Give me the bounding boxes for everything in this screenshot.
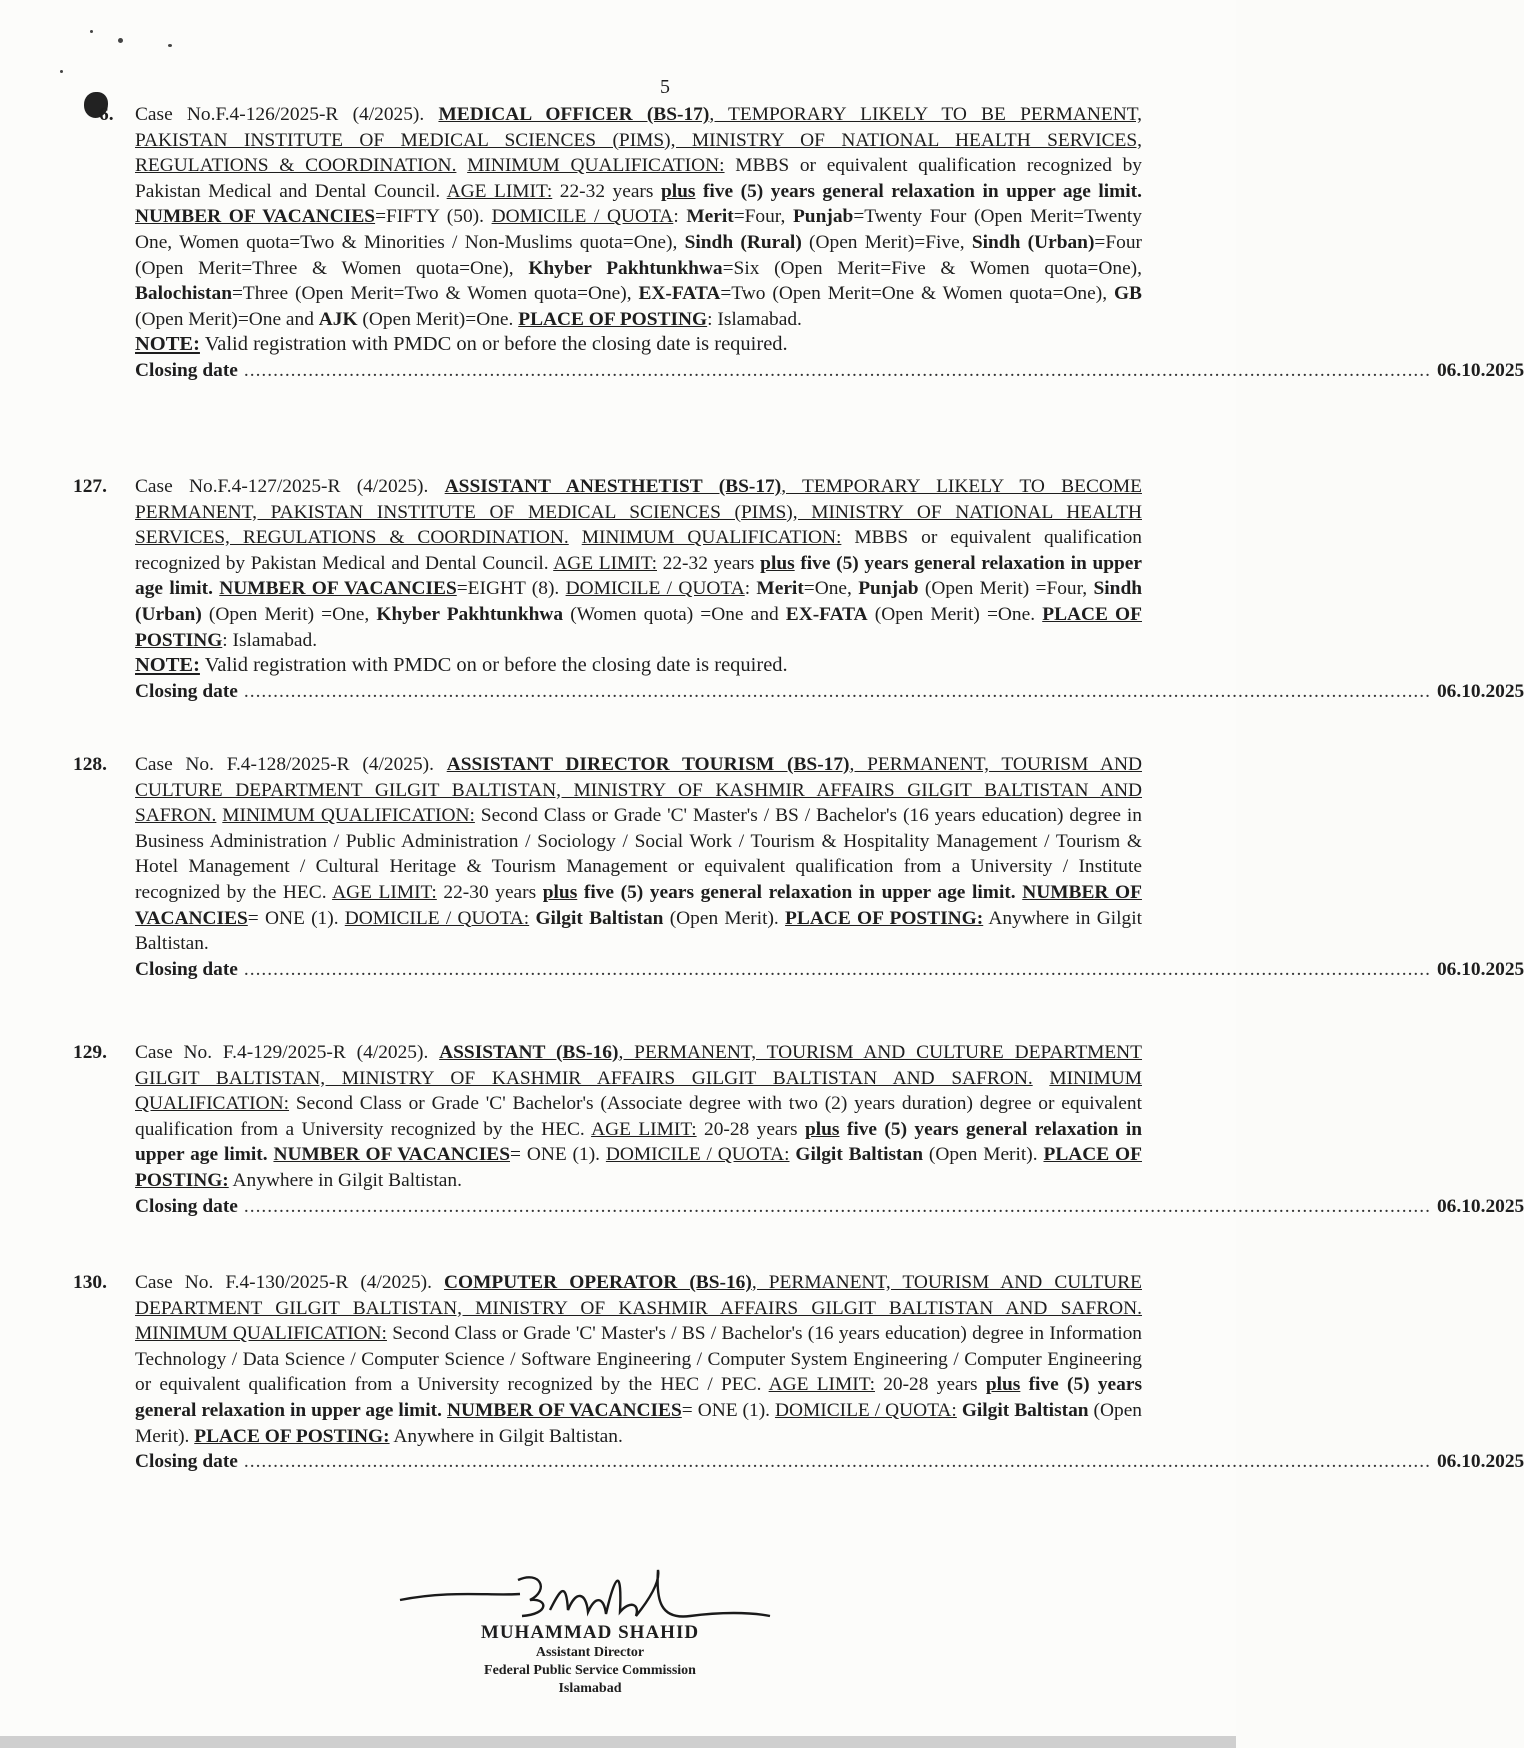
- post-title: ASSISTANT (BS-16): [439, 1042, 619, 1063]
- age-limit-text: 22-30 years: [436, 881, 543, 903]
- department: , PERMANENT, TOURISM AND CULTURE DEPARTMENT GILGIT BALTISTAN, MINISTRY OF KASHMIR AFFAIRS GILGIT BALTISTAN AND SAFRON.: [135, 754, 1142, 827]
- case-reference: Case No. F.4-130/2025-R (4/2025).: [135, 1272, 445, 1293]
- min-qualification-label: MINIMUM QUALIFICATION:: [467, 155, 725, 177]
- min-qualification-text: MBBS or equivalent qualification recognized by Pakistan Medical and Dental Council.: [135, 527, 1142, 574]
- posting-text: : Islamabad.: [222, 629, 318, 651]
- relaxation-text: five (5) years general relaxation in upper age limit.: [577, 881, 1016, 903]
- vacancies-label: NUMBER OF VACANCIES: [135, 881, 1142, 929]
- dot-leader: ...........................................................................................................................................................................................................: [243, 680, 1431, 702]
- age-limit-text: 22-32 years: [657, 552, 761, 574]
- case-number: 129.: [73, 1042, 107, 1063]
- vacancies-label: NUMBER OF VACANCIES: [273, 1144, 511, 1166]
- case-number: 128.: [73, 754, 107, 775]
- domicile-text: : Merit=Four, Punjab=Twenty Four (Open Merit=Twenty One, Women quota=Two & Minorities / Non-Muslims quota=One), Sindh (Rural) (Open Merit)=Five, Sindh (Urban)=Four (Open Merit=Three & Women quota=One), Khyber Pakhtunkhwa=Six (Open Merit=Five & Women quota=One), Balochistan=Three (Open Merit=Two & Women quota=One), EX-FATA=Two (Open Merit=One & Women quota=One), GB (Open Merit)=One and AJK (Open Merit)=One.: [135, 206, 1142, 330]
- age-limit-label: AGE LIMIT:: [332, 881, 437, 903]
- min-qualification-text: MBBS or equivalent qualification recognized by Pakistan Medical and Dental Council.: [135, 155, 1142, 202]
- scan-speck: [118, 38, 123, 43]
- department: , PERMANENT, TOURISM AND CULTURE DEPARTMENT GILGIT BALTISTAN, MINISTRY OF KASHMIR AFFAIRS GILGIT BALTISTAN AND SAFRON.: [135, 1042, 1143, 1089]
- signatory-city: Islamabad: [558, 1681, 622, 1696]
- min-qualification-label: MINIMUM QUALIFICATION:: [581, 527, 842, 549]
- closing-date-row: [135, 358, 1524, 384]
- domicile-text: Gilgit Baltistan (Open Merit).: [135, 1399, 1143, 1447]
- min-qualification-label: MINIMUM QUALIFICATION:: [222, 805, 475, 827]
- case-reference: Case No.F.4-127/2025-R (4/2025).: [135, 476, 445, 497]
- department: , TEMPORARY LIKELY TO BECOME PERMANENT, PAKISTAN INSTITUTE OF MEDICAL SCIENCES (PIMS), MINISTRY OF NATIONAL HEALTH SERVICES, REGULATIONS & COORDINATION.: [135, 476, 1142, 549]
- vacancies-text: = ONE (1).: [247, 907, 345, 929]
- age-limit-text: 20-28 years: [874, 1374, 986, 1396]
- closing-date-value: 06.10.2025: [1436, 1195, 1524, 1217]
- domicile-text: Gilgit Baltistan (Open Merit).: [795, 1144, 1044, 1166]
- relaxation-text: five (5) years general relaxation in upper age limit.: [695, 180, 1142, 202]
- closing-date-value: 06.10.2025: [1436, 680, 1524, 702]
- vacancies-label: NUMBER OF VACANCIES: [135, 206, 376, 228]
- plus-word: plus: [804, 1118, 840, 1140]
- scan-speck: [60, 70, 63, 73]
- age-limit-label: AGE LIMIT:: [446, 180, 553, 202]
- vacancies-label: NUMBER OF VACANCIES: [219, 578, 457, 600]
- post-title: ASSISTANT DIRECTOR TOURISM (BS-17): [446, 754, 850, 775]
- min-qualification-text: Second Class or Grade 'C' Master's / BS / Bachelor's (16 years education) degree in Business Administration / Public Administration / Sociology / Social Work / Tourism & Hospitality Management / Tourism & Hotel Management / Cultural Heritage & Tourism Management or equivalent qualification from a University / Institute recognized by the HEC.: [135, 805, 1142, 903]
- closing-date-value: 06.10.2025: [1436, 958, 1524, 980]
- posting-text: Anywhere in Gilgit Baltistan.: [389, 1425, 623, 1447]
- closing-date-label: Closing date: [135, 1451, 238, 1473]
- plus-word: plus: [660, 180, 696, 202]
- scan-speck: [168, 44, 172, 47]
- plus-word: plus: [985, 1374, 1021, 1396]
- signatory-title: Assistant Director: [535, 1645, 645, 1660]
- posting-label: PLACE OF POSTING: [135, 603, 1142, 651]
- min-qualification-label: MINIMUM QUALIFICATION:: [135, 1067, 1142, 1115]
- relaxation-text: five (5) years general relaxation in upper age limit.: [135, 552, 1143, 600]
- case-item: [73, 1270, 1524, 1475]
- case-item: [73, 752, 1524, 982]
- domicile-text: Gilgit Baltistan (Open Merit).: [535, 907, 786, 929]
- closing-date-value: 06.10.2025: [1436, 1451, 1524, 1473]
- case-item: [99, 102, 1524, 384]
- min-qualification-label: MINIMUM QUALIFICATION:: [135, 1323, 387, 1345]
- closing-date-row: [135, 957, 1524, 983]
- min-qualification-text: Second Class or Grade 'C' Bachelor's (Associate degree with two (2) years duration) degree or equivalent qualification from a University recognized by the HEC.: [135, 1093, 1142, 1140]
- closing-date-row: [135, 679, 1524, 705]
- case-item: [73, 474, 1524, 704]
- posting-text: : Islamabad.: [707, 308, 802, 330]
- dot-leader: ...........................................................................................................................................................................................................: [243, 1451, 1431, 1473]
- note-line: [135, 332, 1142, 358]
- closing-date-label: Closing date: [135, 359, 238, 381]
- closing-date-label: Closing date: [135, 958, 238, 980]
- note-label: NOTE:: [135, 333, 200, 356]
- vacancies-label: NUMBER OF VACANCIES: [446, 1399, 682, 1421]
- post-title: ASSISTANT ANESTHETIST (BS-17): [444, 476, 782, 497]
- domicile-label: DOMICILE / QUOTA:: [605, 1144, 790, 1166]
- domicile-label: DOMICILE / QUOTA:: [774, 1399, 957, 1421]
- dot-leader: ...........................................................................................................................................................................................................: [243, 359, 1431, 381]
- case-item: [73, 1040, 1524, 1219]
- vacancies-text: =EIGHT (8).: [456, 578, 566, 600]
- domicile-text: : Merit=One, Punjab (Open Merit) =Four, Sindh (Urban) (Open Merit) =One, Khyber Pakhtunkhwa (Women quota) =One and EX-FATA (Open Merit) =One.: [135, 578, 1143, 625]
- age-limit-label: AGE LIMIT:: [768, 1374, 875, 1396]
- note-line: [135, 653, 1142, 679]
- scan-speck: [90, 30, 93, 33]
- case-reference: Case No.F.4-126/2025-R (4/2025).: [135, 104, 439, 125]
- domicile-label: DOMICILE / QUOTA: [565, 578, 745, 600]
- case-number: 6.: [99, 104, 114, 125]
- relaxation-text: five (5) years general relaxation in upper age limit.: [135, 1374, 1142, 1421]
- dot-leader: ...........................................................................................................................................................................................................: [243, 958, 1431, 980]
- case-number: 127.: [73, 476, 107, 497]
- plus-word: plus: [760, 552, 795, 574]
- post-title: MEDICAL OFFICER (BS-17): [438, 104, 710, 125]
- case-number: 130.: [73, 1272, 107, 1293]
- note-label: NOTE:: [135, 654, 200, 677]
- domicile-label: DOMICILE / QUOTA: [491, 206, 674, 228]
- case-reference: Case No. F.4-128/2025-R (4/2025).: [135, 754, 447, 775]
- signature-block: [440, 1622, 740, 1698]
- closing-date-row: [135, 1194, 1524, 1220]
- posting-label: PLACE OF POSTING:: [785, 907, 984, 929]
- age-limit-text: 22-32 years: [552, 180, 661, 202]
- signatory-organization: Federal Public Service Commission: [484, 1663, 696, 1678]
- page-number: 5: [660, 76, 670, 98]
- plus-word: plus: [542, 881, 578, 903]
- closing-date-label: Closing date: [135, 1195, 238, 1217]
- closing-date-label: Closing date: [135, 680, 238, 702]
- dot-leader: ...........................................................................................................................................................................................................: [243, 1195, 1431, 1217]
- vacancies-text: = ONE (1).: [681, 1399, 775, 1421]
- domicile-label: DOMICILE / QUOTA:: [344, 907, 530, 929]
- relaxation-text: five (5) years general relaxation in upper age limit.: [135, 1118, 1142, 1166]
- age-limit-label: AGE LIMIT:: [591, 1118, 697, 1140]
- min-qualification-text: Second Class or Grade 'C' Master's / BS / Bachelor's (16 years education) degree in Information Technology / Data Science / Computer Science / Software Engineering / Computer System Engineering / Computer Engineering or equivalent qualification from a University recognized by the HEC / PEC.: [135, 1323, 1142, 1396]
- note-text: Valid registration with PMDC on or before the closing date is required.: [199, 333, 788, 356]
- case-reference: Case No. F.4-129/2025-R (4/2025).: [135, 1042, 440, 1063]
- department: , TEMPORARY LIKELY TO BE PERMANENT, PAKISTAN INSTITUTE OF MEDICAL SCIENCES (PIMS), MINISTRY OF NATIONAL HEALTH SERVICES, REGULATIONS & COORDINATION.: [135, 104, 1142, 177]
- note-text: Valid registration with PMDC on or before the closing date is required.: [199, 654, 788, 677]
- closing-date-row: [135, 1449, 1524, 1475]
- signatory-name: MUHAMMAD SHAHID: [480, 1622, 700, 1643]
- posting-label: PLACE OF POSTING: [518, 308, 708, 330]
- vacancies-text: = ONE (1).: [510, 1144, 606, 1166]
- vacancies-text: =FIFTY (50).: [375, 206, 492, 228]
- posting-text: Anywhere in Gilgit Baltistan.: [228, 1169, 462, 1191]
- department: , PERMANENT, TOURISM AND CULTURE DEPARTMENT GILGIT BALTISTAN, MINISTRY OF KASHMIR AFFAIRS GILGIT BALTISTAN AND SAFRON.: [135, 1272, 1142, 1319]
- scan-bottom-edge: [0, 1736, 1236, 1748]
- posting-label: PLACE OF POSTING:: [135, 1144, 1142, 1191]
- post-title: COMPUTER OPERATOR (BS-16): [444, 1272, 752, 1293]
- age-limit-text: 20-28 years: [696, 1118, 805, 1140]
- posting-label: PLACE OF POSTING:: [194, 1425, 390, 1447]
- age-limit-label: AGE LIMIT:: [553, 552, 657, 574]
- posting-text: Anywhere in Gilgit Baltistan.: [135, 907, 1142, 955]
- closing-date-value: 06.10.2025: [1436, 359, 1524, 381]
